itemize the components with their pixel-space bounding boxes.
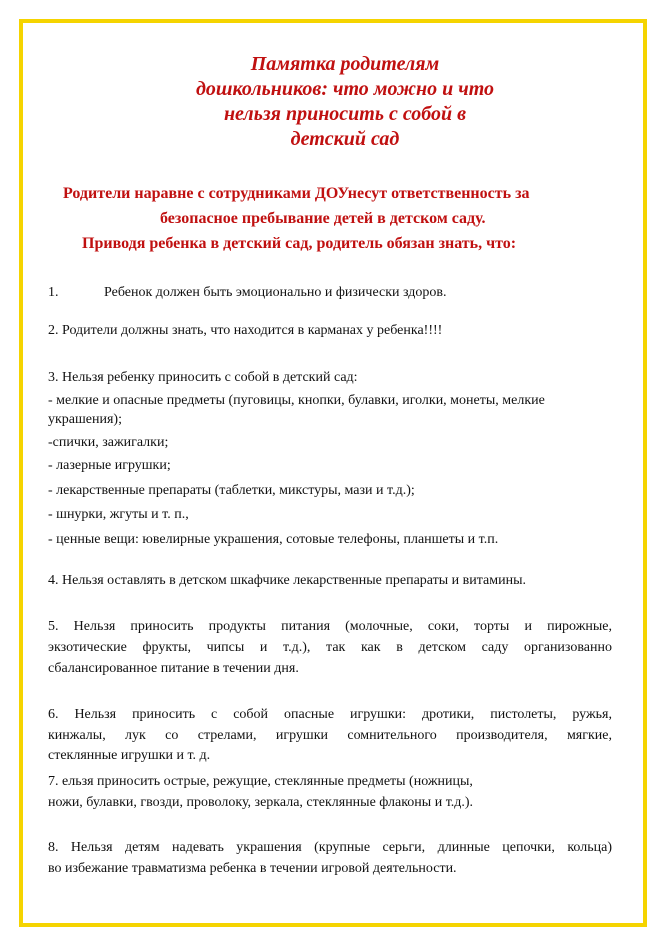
item-7-line: ножи, булавки, гвозди, проволоку, зеркала, стеклянные флаконы и т.д.). — [48, 795, 474, 810]
item-5-line: экзотические фрукты, чипсы и т.д.), так как в детском саду организованно — [48, 640, 612, 655]
item-5-line: сбалансированное питание в течении дня. — [48, 661, 299, 676]
intro-line-1: Родители наравне с сотрудниками ДОУнесут ответственность за — [63, 185, 530, 202]
title-line-1: Памятка родителям — [250, 53, 440, 75]
item-1-number: 1. — [48, 285, 59, 300]
item-3-line: - шнурки, жгуты и т. п., — [48, 507, 189, 522]
item-3-line: - лекарственные препараты (таблетки, микстуры, мази и т.д.); — [48, 483, 415, 498]
item-6-line: 6. Нельзя приносить с собой опасные игрушки: дротики, пистолеты, ружья, — [48, 707, 612, 722]
item-2-text: 2. Родители должны знать, что находится в карманах у ребенка!!!! — [48, 323, 443, 338]
item-6-line: стеклянные игрушки и т. д. — [48, 748, 211, 763]
item-3-line: - ценные вещи: ювелирные украшения, сотовые телефоны, планшеты и т.п. — [48, 532, 499, 547]
title-line-2: дошкольников: что можно и что — [195, 78, 495, 100]
title-line-3: нельзя приносить с собой в — [223, 103, 467, 125]
intro-line-3: Приводя ребенка в детский сад, родитель обязан знать, что: — [82, 235, 517, 252]
item-4-text: 4. Нельзя оставлять в детском шкафчике лекарственные препараты и витамины. — [48, 573, 527, 588]
item-3-line: - лазерные игрушки; — [48, 458, 171, 473]
item-3-heading: 3. Нельзя ребенку приносить с собой в детский сад: — [48, 370, 358, 385]
item-3-line: - мелкие и опасные предметы (пуговицы, кнопки, булавки, иголки, монеты, мелкие — [48, 393, 545, 408]
item-1-text: Ребенок должен быть эмоционально и физически здоров. — [104, 285, 447, 300]
item-3-line: -спички, зажигалки; — [48, 435, 169, 450]
item-5-line: 5. Нельзя приносить продукты питания (молочные, соки, торты и пирожные, — [48, 619, 612, 634]
item-3-line: украшения); — [48, 412, 122, 427]
item-8-line: во избежание травматизма ребенка в течении игровой деятельности. — [48, 861, 457, 876]
intro-line-2: безопасное пребывание детей в детском саду. — [160, 210, 486, 227]
item-8-line: 8. Нельзя детям надевать украшения (крупные серьги, длинные цепочки, кольца) — [48, 840, 612, 855]
item-7-line: 7. ельзя приносить острые, режущие, стеклянные предметы (ножницы, — [48, 774, 473, 789]
item-6-line: кинжалы, лук со стрелами, игрушки сомнительного производителя, мягкие, — [48, 728, 612, 743]
title-line-4: детский сад — [290, 128, 400, 150]
